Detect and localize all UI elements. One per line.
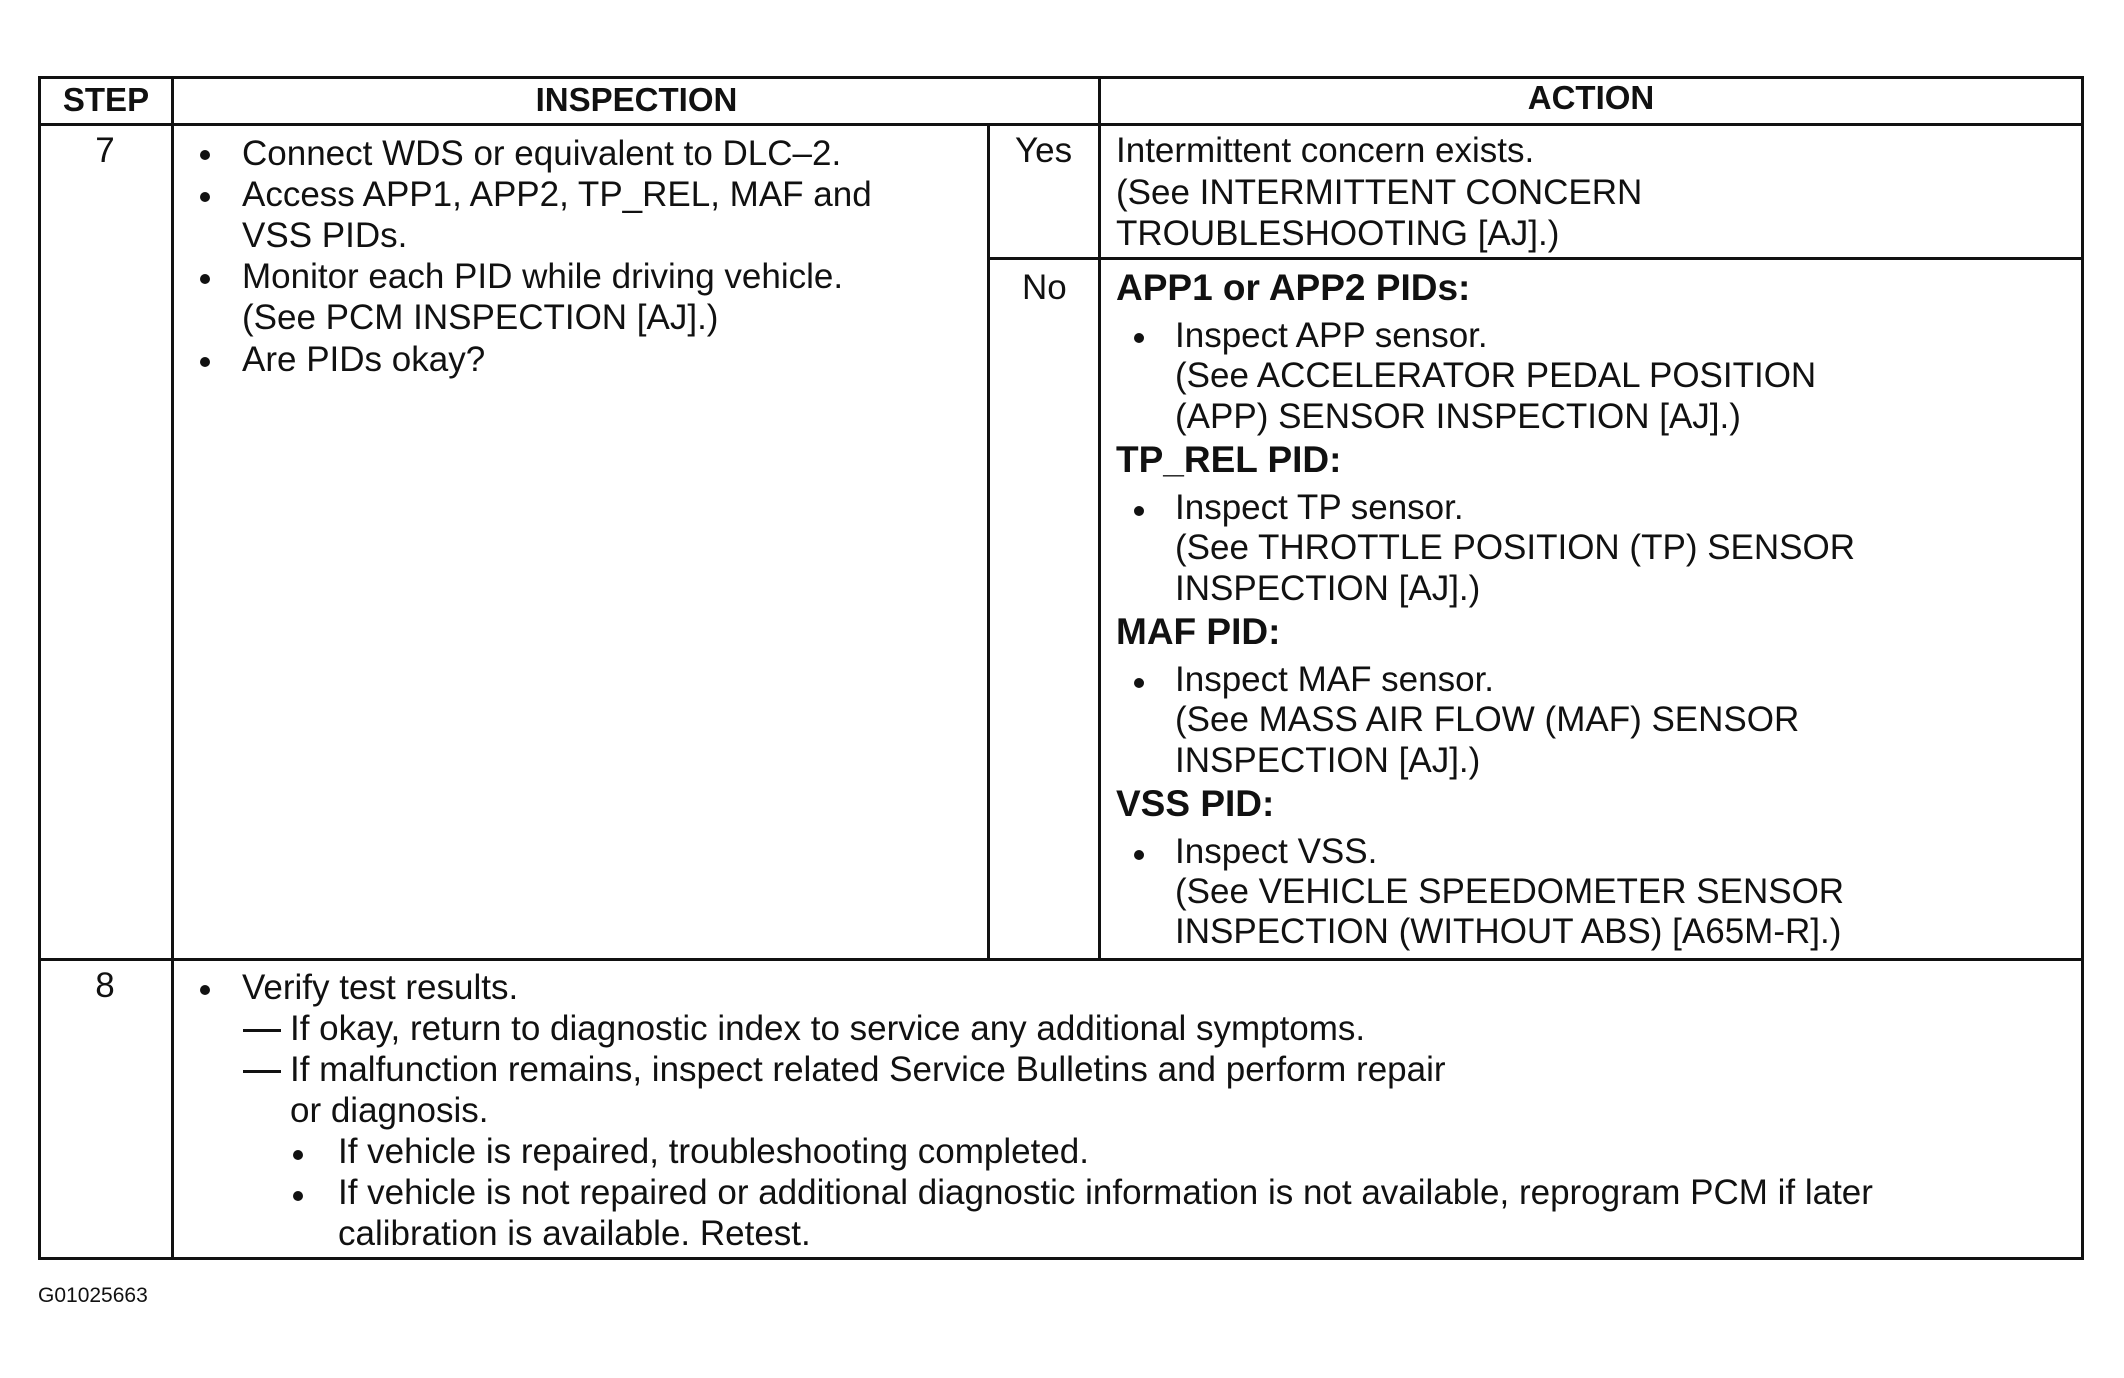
action-column-divider: [1098, 76, 1101, 960]
table-border-bottom: [38, 1257, 2084, 1260]
table-border-left: [38, 76, 41, 1260]
maf-pid-heading: MAF PID:: [1116, 611, 1281, 652]
bullet-icon: [200, 192, 210, 202]
bullet-icon: [200, 357, 210, 367]
tp-rel-pid-heading: TP_REL PID:: [1116, 439, 1342, 480]
header-action: ACTION: [1527, 79, 1655, 116]
step-8-number: 8: [95, 966, 115, 1005]
step-8-line: or diagnosis.: [290, 1091, 489, 1130]
bullet-icon: [200, 274, 210, 284]
figure-id: G01025663: [38, 1284, 148, 1307]
dash-icon: [243, 1029, 281, 1032]
no-action-line: INSPECTION (WITHOUT ABS) [A65M-R].): [1175, 912, 1842, 951]
step-8-line: If vehicle is repaired, troubleshooting completed.: [338, 1132, 1089, 1171]
bullet-icon: [1134, 506, 1144, 516]
bullet-icon: [1134, 333, 1144, 343]
inspection-line: Monitor each PID while driving vehicle.: [242, 257, 844, 296]
vss-pid-heading: VSS PID:: [1116, 783, 1275, 824]
inspection-line: Are PIDs okay?: [242, 340, 486, 379]
no-action-line: (APP) SENSOR INSPECTION [AJ].): [1175, 397, 1741, 436]
yesno-column-divider: [987, 123, 990, 960]
bullet-icon: [293, 1191, 303, 1201]
inspection-line: (See PCM INSPECTION [AJ].): [242, 298, 719, 337]
app-pids-heading: APP1 or APP2 PIDs:: [1116, 267, 1471, 308]
step-7-number: 7: [95, 131, 115, 170]
no-action-line: Inspect TP sensor.: [1175, 488, 1464, 527]
table-border-right: [2081, 76, 2084, 1260]
no-action-line: (See ACCELERATOR PEDAL POSITION: [1175, 356, 1817, 395]
step-8-line: If okay, return to diagnostic index to service any additional symptoms.: [290, 1009, 1366, 1048]
no-action-line: INSPECTION [AJ].): [1175, 741, 1481, 780]
no-action-line: INSPECTION [AJ].): [1175, 569, 1481, 608]
no-action-line: Inspect MAF sensor.: [1175, 660, 1495, 699]
no-action-line: (See VEHICLE SPEEDOMETER SENSOR: [1175, 872, 1845, 911]
bullet-icon: [1134, 678, 1144, 688]
dash-icon: [243, 1070, 281, 1073]
no-action-line: (See THROTTLE POSITION (TP) SENSOR: [1175, 528, 1856, 567]
yes-action-line: Intermittent concern exists.: [1116, 131, 1535, 170]
bullet-icon: [1134, 850, 1144, 860]
no-action-line: Inspect APP sensor.: [1175, 316, 1488, 355]
no-label: No: [1022, 268, 1067, 307]
bullet-icon: [200, 985, 210, 995]
header-step: STEP: [62, 81, 150, 118]
no-action-line: Inspect VSS.: [1175, 832, 1378, 871]
step-column-divider: [171, 76, 174, 1260]
header-inspection: INSPECTION: [535, 81, 738, 118]
step-8-line: Verify test results.: [242, 968, 519, 1007]
step-8-line: If malfunction remains, inspect related Service Bulletins and perform repair: [290, 1050, 1446, 1089]
row-separator: [38, 958, 2084, 961]
yes-action-line: (See INTERMITTENT CONCERN: [1116, 173, 1643, 212]
inspection-line: Access APP1, APP2, TP_REL, MAF and: [242, 175, 872, 214]
step-8-line: calibration is available. Retest.: [338, 1214, 811, 1253]
header-separator: [38, 123, 2084, 126]
bullet-icon: [200, 150, 210, 160]
inspection-line: Connect WDS or equivalent to DLC–2.: [242, 134, 842, 173]
yes-no-separator: [987, 257, 2084, 260]
step-8-line: If vehicle is not repaired or additional diagnostic information is not available, reprogram PCM if later: [338, 1173, 1873, 1212]
yes-label: Yes: [1015, 131, 1073, 170]
yes-action-line: TROUBLESHOOTING [AJ].): [1116, 214, 1560, 253]
inspection-line: VSS PIDs.: [242, 216, 408, 255]
bullet-icon: [293, 1150, 303, 1160]
no-action-line: (See MASS AIR FLOW (MAF) SENSOR: [1175, 700, 1800, 739]
